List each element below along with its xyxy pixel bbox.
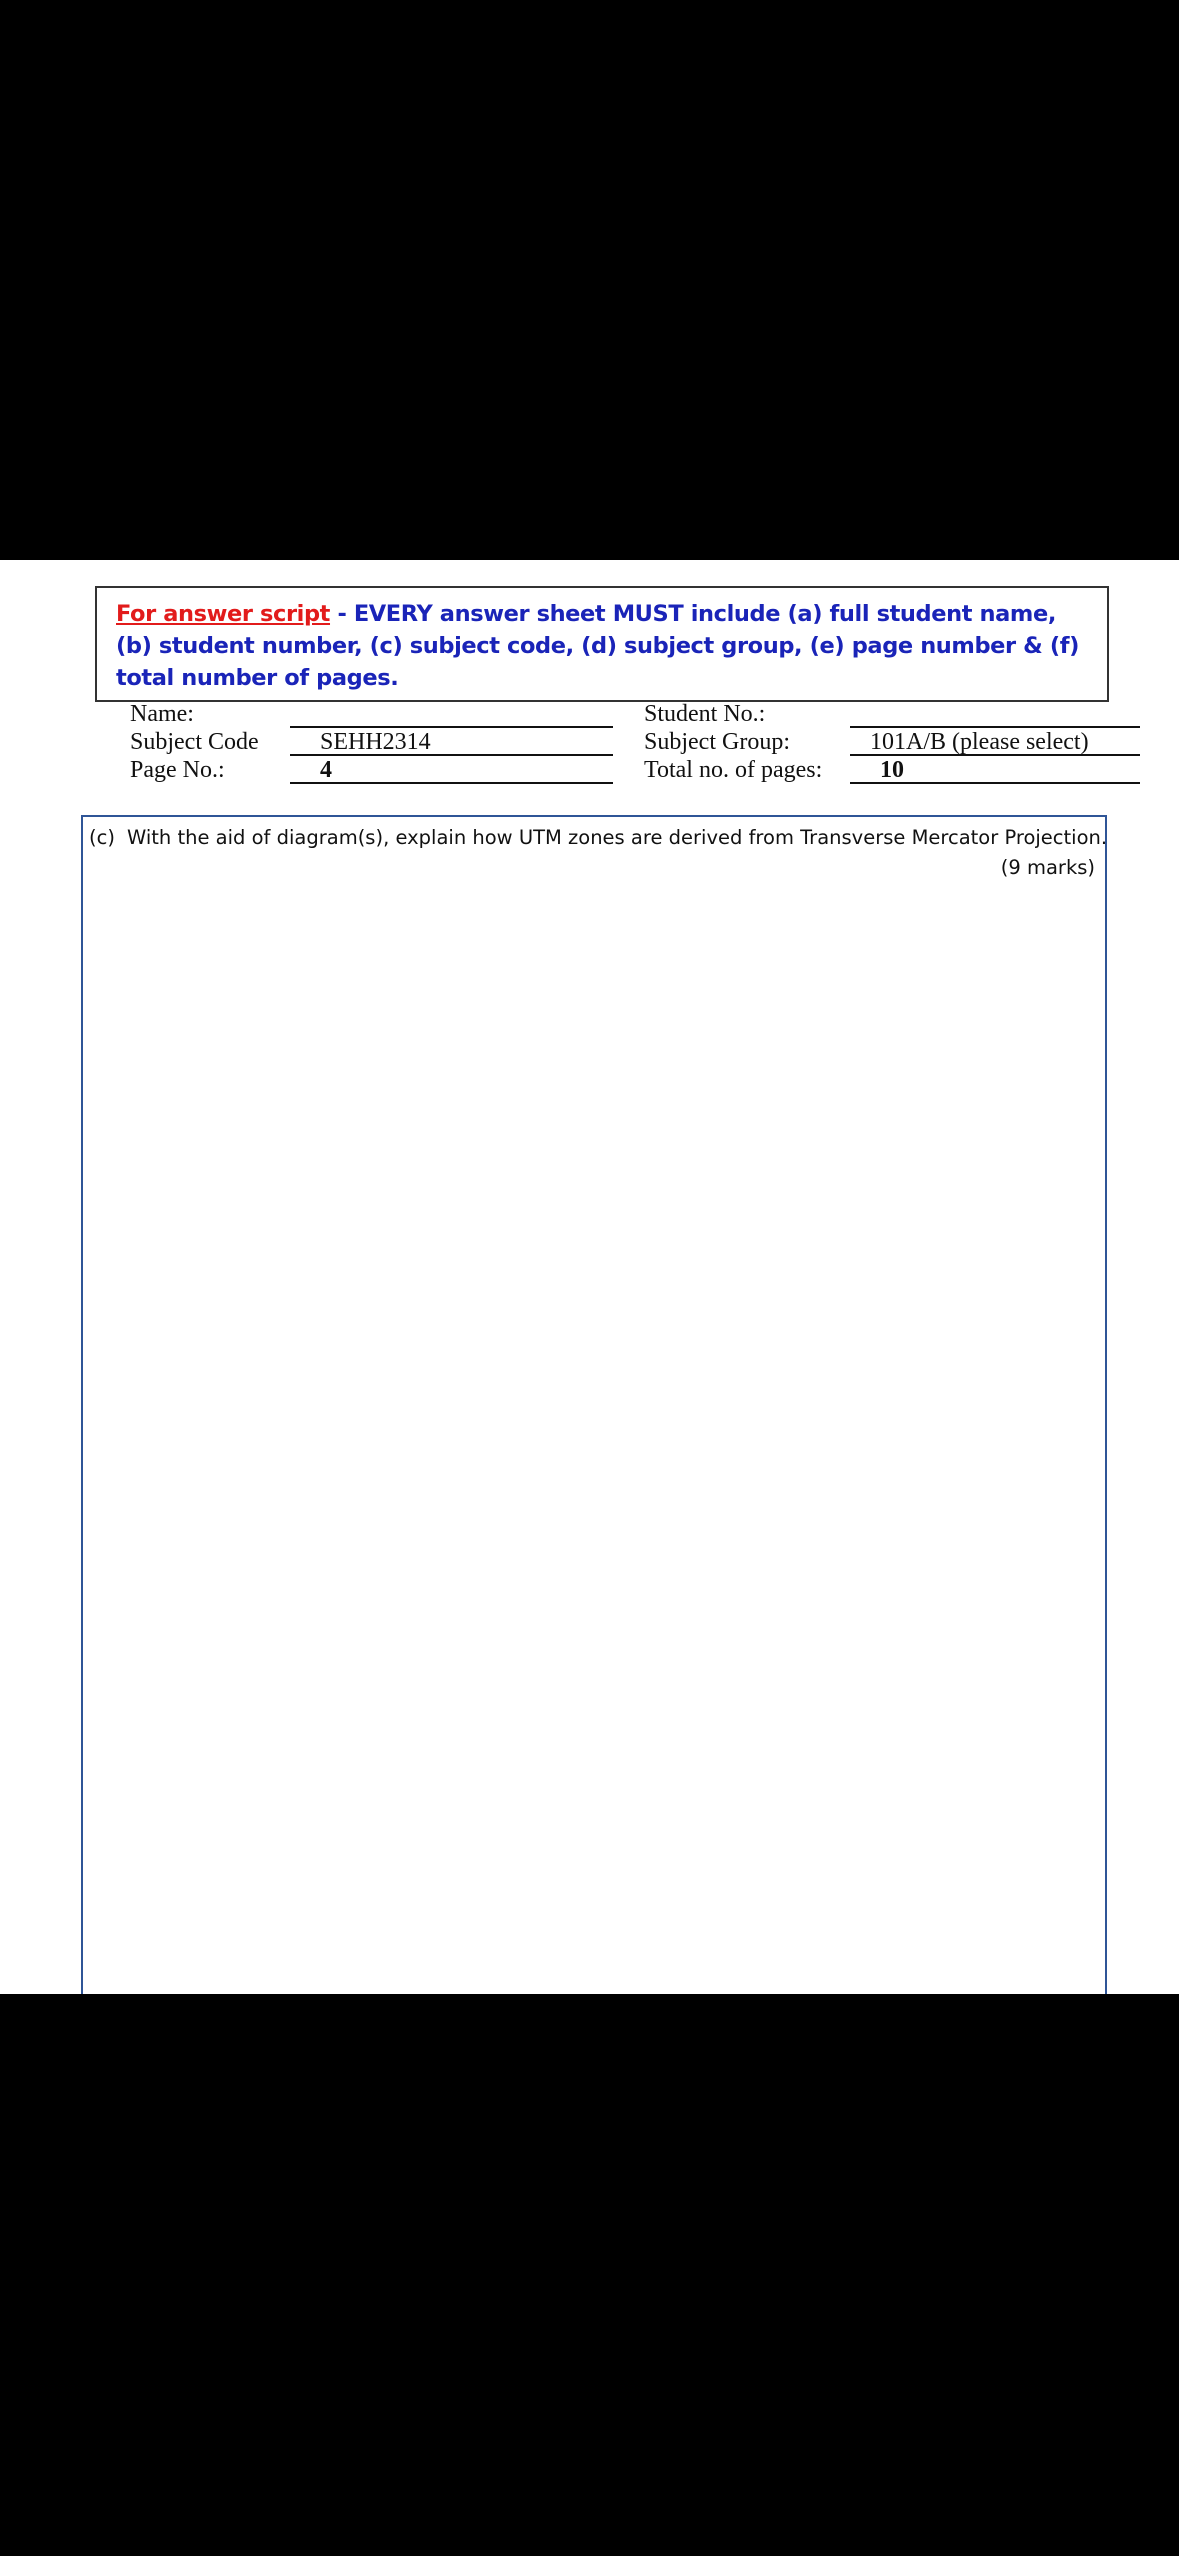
page-no-label: Page No.: — [130, 757, 225, 783]
info-row-3 — [130, 756, 1140, 784]
page-no-field[interactable]: 4 — [290, 756, 613, 784]
student-no-field[interactable] — [850, 700, 1140, 728]
notice-text: EVERY answer sheet MUST include (a) full student name, (b) student number, (c) subject code, (d) subject group, (e) page number & (f) total number of pages. — [116, 601, 1079, 691]
notice-separator: - — [330, 601, 354, 627]
notice-lead: For answer script — [116, 601, 331, 627]
question-marks: (9 marks) — [1000, 856, 1095, 879]
name-label: Name: — [130, 701, 194, 727]
instruction-notice — [95, 586, 1109, 702]
question-answer-box[interactable] — [81, 815, 1107, 1994]
question-label: (c) — [89, 826, 115, 849]
subject-code-field[interactable]: SEHH2314 — [290, 728, 613, 756]
info-row-1 — [130, 700, 1140, 728]
subject-code-label: Subject Code — [130, 729, 259, 755]
answer-sheet-page — [0, 560, 1179, 1994]
question-text: With the aid of diagram(s), explain how UTM zones are derived from Transverse Mercator Projection. — [127, 826, 1108, 849]
name-field[interactable] — [290, 700, 613, 728]
student-no-label: Student No.: — [644, 701, 766, 727]
total-pages-label: Total no. of pages: — [644, 757, 823, 783]
subject-group-label: Subject Group: — [644, 729, 790, 755]
total-pages-field[interactable]: 10 — [850, 756, 1140, 784]
subject-group-field[interactable]: 101A/B (please select) — [850, 728, 1140, 756]
info-row-2 — [130, 728, 1140, 756]
